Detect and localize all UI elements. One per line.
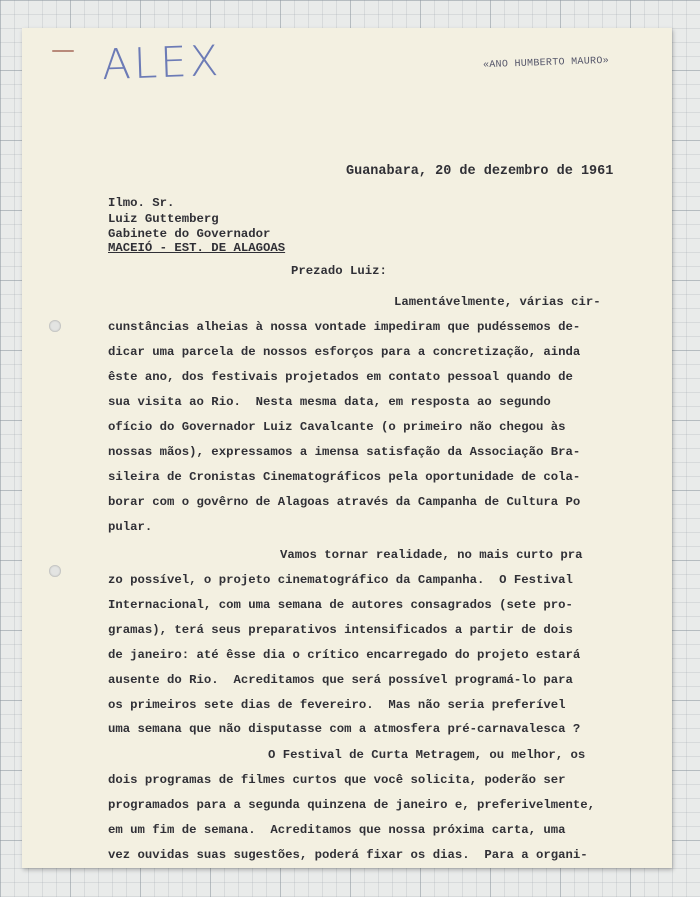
address-line: MACEIÓ - EST. DE ALAGOAS bbox=[108, 241, 286, 255]
body-line: sua visita ao Rio. Nesta mesma data, em resposta ao segundo bbox=[108, 395, 551, 409]
punch-hole-lower bbox=[49, 565, 61, 577]
body-line: dicar uma parcela de nossos esforços para a concretização, ainda bbox=[108, 345, 581, 359]
address-line: Gabinete do Governador bbox=[108, 227, 271, 241]
body-line: nossas mãos), expressamos a imensa satisfação da Associação Bra- bbox=[108, 445, 581, 459]
salutation: Prezado Luiz: bbox=[291, 264, 387, 278]
body-line: uma semana que não disputasse com a atmosfera pré-carnavalesca ? bbox=[108, 722, 581, 736]
staple-mark bbox=[52, 50, 74, 52]
letter-page bbox=[22, 28, 672, 868]
body-line: gramas), terá seus preparativos intensificados a partir de dois bbox=[108, 623, 573, 637]
body-line: pular. bbox=[108, 520, 153, 534]
body-line: em um fim de semana. Acreditamos que nossa próxima carta, uma bbox=[108, 823, 566, 837]
body-line: Lamentávelmente, várias cir- bbox=[394, 295, 601, 309]
punch-hole-upper bbox=[49, 320, 61, 332]
body-line: borar com o govêrno de Alagoas através da Campanha de Cultura Po bbox=[108, 495, 581, 509]
body-line: sileira de Cronistas Cinematográficos pela oportunidade de cola- bbox=[108, 470, 581, 484]
body-line: O Festival de Curta Metragem, ou melhor, os bbox=[268, 748, 586, 762]
body-line: Internacional, com uma semana de autores consagrados (sete pro- bbox=[108, 598, 573, 612]
letter-date: Guanabara, 20 de dezembro de 1961 bbox=[346, 164, 614, 179]
body-line: os primeiros sete dias de fevereiro. Mas não seria preferível bbox=[108, 698, 566, 712]
body-line: vez ouvidas suas sugestões, poderá fixar os dias. Para a organi- bbox=[108, 848, 588, 862]
address-line: Ilmo. Sr. bbox=[108, 196, 175, 210]
body-line: ofício do Governador Luiz Cavalcante (o primeiro não chegou às bbox=[108, 420, 566, 434]
body-line: êste ano, dos festivais projetados em contato pessoal quando de bbox=[108, 370, 573, 384]
body-line: de janeiro: até êsse dia o crítico encarregado do projeto estará bbox=[108, 648, 581, 662]
body-line: ausente do Rio. Acreditamos que será possível programá-lo para bbox=[108, 673, 573, 687]
address-line: Luiz Guttemberg bbox=[108, 212, 219, 226]
body-line: cunstâncias alheias à nossa vontade impediram que pudéssemos de- bbox=[108, 320, 581, 334]
body-line: programados para a segunda quinzena de janeiro e, preferivelmente, bbox=[108, 798, 596, 812]
body-line: zo possível, o projeto cinematográfico da Campanha. O Festival bbox=[108, 573, 573, 587]
body-line: dois programas de filmes curtos que você solicita, poderão ser bbox=[108, 773, 566, 787]
body-line: Vamos tornar realidade, no mais curto pra bbox=[280, 548, 583, 562]
header-stamp: «ANO HUMBERTO MAURO» bbox=[482, 55, 610, 72]
handwritten-annotation: ALEX bbox=[101, 35, 223, 90]
